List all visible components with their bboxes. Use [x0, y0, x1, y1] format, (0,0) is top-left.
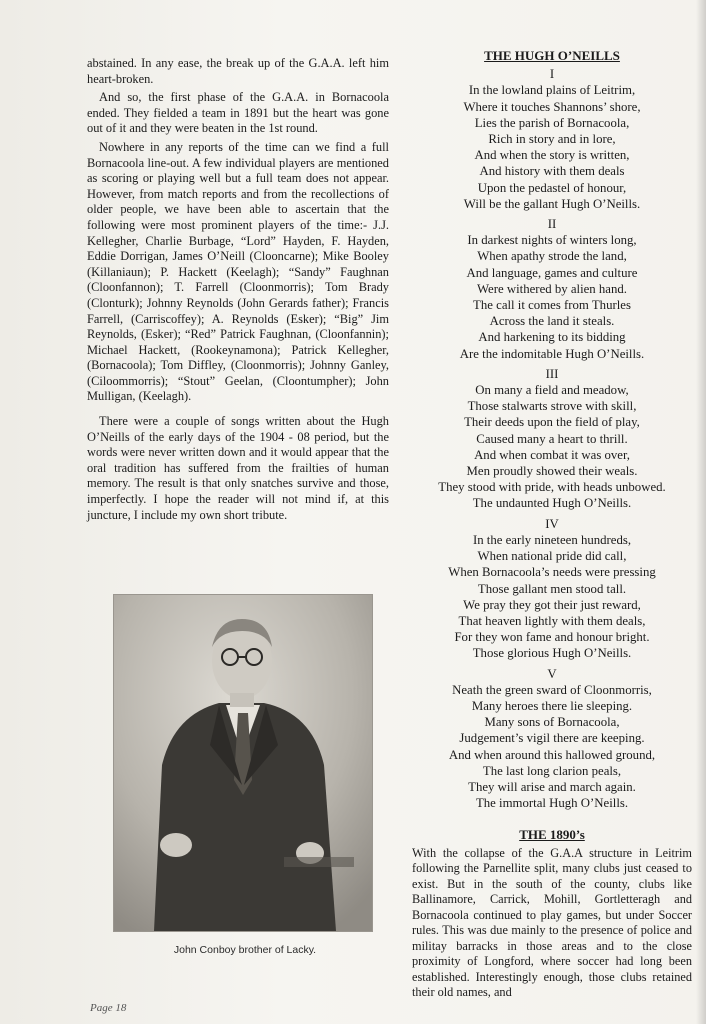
section-heading: THE 1890’s: [519, 827, 585, 843]
poem-line: For they won fame and honour bright.: [454, 630, 650, 645]
poem-line: Those stalwarts strove with skill,: [467, 399, 637, 414]
poem-title: THE HUGH O’NEILLS: [484, 48, 620, 63]
poem-line: And when combat it was over,: [474, 447, 630, 462]
left-column: [87, 56, 389, 523]
portrait-photo: [113, 594, 373, 932]
poem-line: Were withered by alien hand.: [477, 281, 627, 296]
poem-line: They stood with pride, with heads unbowed.: [438, 480, 666, 495]
poem-line: In the lowland plains of Leitrim,: [468, 83, 636, 98]
poem-stanza: [412, 366, 692, 512]
poem-line: Those glorious Hugh O’Neills.: [472, 646, 632, 661]
stanza-number: V: [547, 666, 557, 681]
poem-line: In the early nineteen hundreds,: [472, 532, 632, 547]
poem-stanza: [412, 516, 692, 662]
poem-line: Upon the pedastel of honour,: [477, 180, 627, 195]
stanza-number: III: [545, 366, 559, 381]
poem-line: And history with them deals: [479, 164, 625, 179]
poem-line: Will be the gallant Hugh O’Neills.: [463, 196, 641, 211]
photo-caption: John Conboy brother of Lacky.: [173, 944, 317, 956]
stanza-number: I: [549, 67, 555, 82]
poem-line: Rich in story and in lore,: [488, 132, 616, 147]
poem-line: Their deeds upon the field of play,: [464, 415, 640, 430]
poem-stanza: [412, 66, 692, 212]
poem-line: And harkening to its bidding: [478, 330, 626, 345]
poem-line: That heaven lightly with them deals,: [458, 613, 646, 628]
poem-line: In darkest nights of winters long,: [467, 233, 637, 248]
poem-line: Where it touches Shannons’ shore,: [463, 99, 641, 114]
poem-line: Caused many a heart to thrill.: [476, 431, 628, 446]
poem-stanza: [412, 666, 692, 812]
poem-line: The immortal Hugh O’Neills.: [475, 796, 629, 811]
poem-line: Many sons of Bornacoola,: [484, 715, 620, 730]
right-column: [412, 48, 692, 1001]
paragraph: Nowhere in any reports of the time can we find a full Bornacoola line-out. A few individual players are mentioned as scoring or playing well but a full team does not appear. However, from match reports and from the recollections of older people, we have been able to ascertain that the following were most prominent players of the time:- J.J. Kellegher, Charlie Burbage, “Lord” Hayden, F. Hayden, Eddie Dorrigan, James O’Neill (Clooncarne); Mike Booley (Killaniaun); P. Hackett (Keelagh); “Sandy” Faughnan (Cloonfannon); T. Farrell (Cloonmorris); Tom Brady (Clonturk); Johnny Reynolds (John Gerards father); Francis Farrell, (Carriscoffey); A. Reynolds (Esker); “Big” Jim Reynolds, (Esker); “Red” Patrick Faughnan, (Cloonfannin); Michael Hackett, (Rookeynamona); Patrick Kellegher, (Bornacoola); Tom Diffley, (Cloonmorris); Johnny Ganley, (Ciloommorris); “Stout” Geelan, (Cloontumpher); John Mulligan, (Keelagh).: [87, 139, 389, 404]
poem-line: Across the land it steals.: [489, 314, 615, 329]
poem-line: Neath the green sward of Cloonmorris,: [452, 682, 652, 697]
poem-line: Many heroes there lie sleeping.: [471, 698, 633, 713]
poem-line: The call it comes from Thurles: [473, 298, 631, 313]
paragraph: And so, the first phase of the G.A.A. in Bornacoola ended. They fielded a team in 1891 but the heart was gone out of it and they were beaten in the 1st round.: [87, 90, 389, 136]
portrait-illustration: [114, 595, 372, 931]
stanza-number: IV: [545, 516, 559, 531]
poem-line: The last long clarion peals,: [482, 763, 622, 778]
poem-line: Those gallant men stood tall.: [477, 581, 627, 596]
paragraph: There were a couple of songs written about the Hugh O’Neills of the early days of the 1904 - 08 period, but the words were never written down and it would appear that the oral tradition has suffered from the frailties of human memory. The result is that only snatches survive and those, imperfectly. I hope the reader will not mind if, at this juncture, I include my own short tribute.: [87, 414, 389, 522]
poem-line: When Bornacoola’s needs were pressing: [448, 565, 656, 580]
stanza-number: II: [547, 217, 557, 232]
poem-line: And when the story is written,: [474, 148, 630, 163]
poem-line: On many a field and meadow,: [475, 383, 629, 398]
paragraph: abstained. In any ease, the break up of the G.A.A. left him heart-broken.: [87, 56, 389, 86]
poem-line: Judgement’s vigil there are keeping.: [459, 731, 645, 746]
page-edge-shadow: [696, 0, 706, 1024]
poem-line: We pray they got their just reward,: [463, 597, 641, 612]
poem-line: And when around this hallowed ground,: [448, 747, 656, 762]
poem-line: Men proudly showed their weals.: [466, 464, 638, 479]
poem-line: Are the indomitable Hugh O’Neills.: [459, 346, 645, 361]
poem-line: Lies the parish of Bornacoola,: [474, 115, 630, 130]
poem-line: They will arise and march again.: [468, 779, 636, 794]
poem-line: When apathy strode the land,: [477, 249, 627, 264]
poem-line: The undaunted Hugh O’Neills.: [472, 496, 632, 511]
poem-stanza: [412, 216, 692, 362]
poem-line: When national pride did call,: [477, 549, 627, 564]
poem-line: And language, games and culture: [466, 265, 638, 280]
section-paragraph: With the collapse of the G.A.A structure in Leitrim following the Parnellite split, many clubs just ceased to exist. But in the south of the county, clubs like Ballinamore, Carrick, Mohill, Gortletteragh and Bornacoola continued to play games, but under Soccer rules. This was due mainly to the presence of police and militay barracks in those areas and to the close proximity of Longford, where soccer had long been established. Interestingly enough, those clubs retained their old names, and: [412, 845, 692, 1000]
page-number: Page 18: [90, 1002, 127, 1014]
